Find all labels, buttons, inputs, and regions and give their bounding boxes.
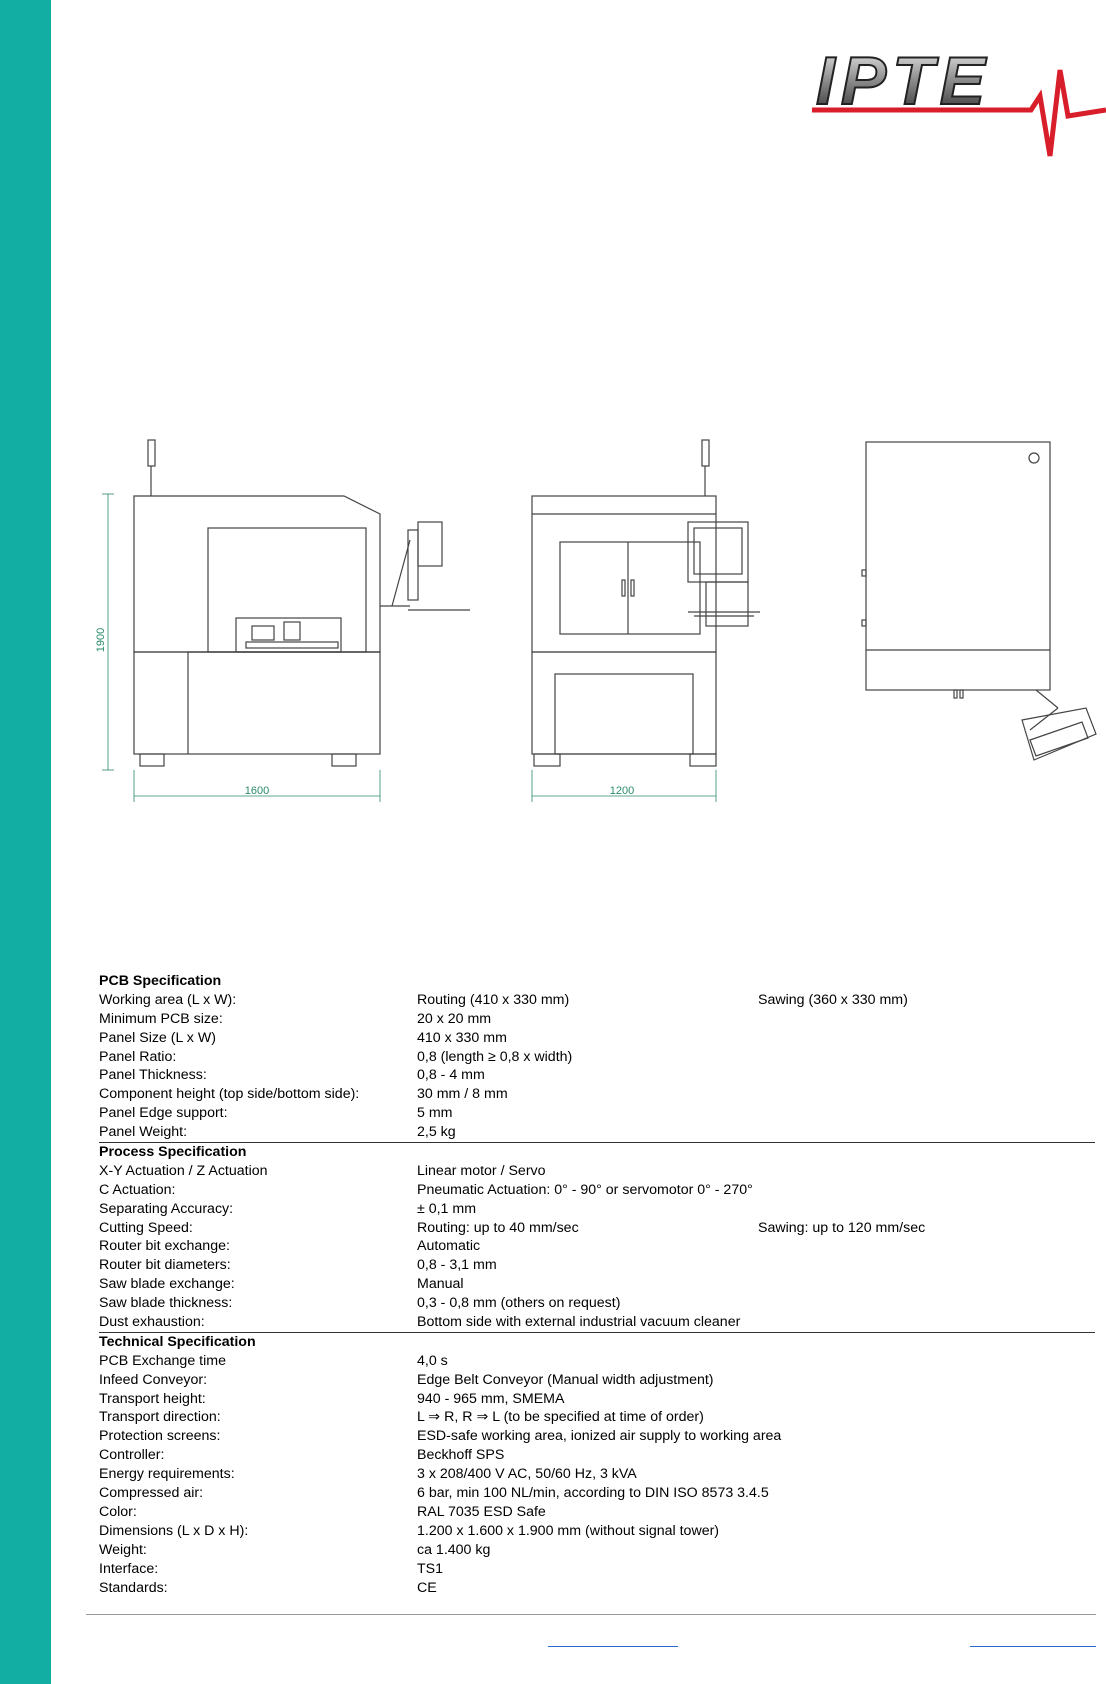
spec-row <box>99 1541 1095 1560</box>
spec-value-secondary: Sawing (360 x 330 mm) <box>758 991 908 1008</box>
spec-value: CE <box>417 1579 437 1596</box>
spec-value: 0,8 - 3,1 mm <box>417 1257 497 1274</box>
spec-row <box>99 1010 1095 1029</box>
spec-value: L ⇒ R, R ⇒ L (to be specified at time of order) <box>417 1409 704 1426</box>
spec-label: Interface: <box>99 1560 159 1577</box>
spec-label: Protection screens: <box>99 1428 221 1445</box>
specification-table <box>99 972 1095 1597</box>
spec-label: X-Y Actuation / Z Actuation <box>99 1162 268 1179</box>
front-view-drawing <box>134 440 470 766</box>
spec-label: C Actuation: <box>99 1181 176 1198</box>
spec-value: Manual <box>417 1276 464 1293</box>
dim-height-label: 1900 <box>95 627 107 653</box>
spec-label: Dimensions (L x D x H): <box>99 1522 249 1539</box>
spec-value: RAL 7035 ESD Safe <box>417 1503 546 1520</box>
spec-row <box>99 1522 1095 1541</box>
spec-row <box>99 1123 1095 1143</box>
spec-row <box>99 1275 1095 1294</box>
spec-label: Router bit diameters: <box>99 1257 231 1274</box>
spec-row <box>99 1371 1095 1390</box>
machine-drawings <box>0 430 1106 810</box>
spec-value: 940 - 965 mm, SMEMA <box>417 1390 565 1407</box>
spec-row <box>99 1219 1095 1238</box>
spec-row <box>99 1390 1095 1409</box>
spec-label: Component height (top side/bottom side): <box>99 1086 360 1103</box>
spec-label: Panel Thickness: <box>99 1067 207 1084</box>
spec-label: Dust exhaustion: <box>99 1314 205 1331</box>
dim-width-side-label: 1200 <box>609 785 635 797</box>
spec-value: 6 bar, min 100 NL/min, according to DIN ISO 8573 3.4.5 <box>417 1485 769 1502</box>
sidebar-accent-bar <box>0 0 51 1684</box>
spec-value: 5 mm <box>417 1105 453 1122</box>
ipte-logo <box>806 48 1106 173</box>
section-heading: Technical Specification <box>99 1333 256 1350</box>
spec-value: 3 x 208/400 V AC, 50/60 Hz, 3 kVA <box>417 1466 637 1483</box>
spec-label: Standards: <box>99 1579 168 1596</box>
spec-row <box>99 1066 1095 1085</box>
spec-label: Saw blade thickness: <box>99 1295 233 1312</box>
spec-row <box>99 1313 1095 1333</box>
spec-label: Router bit exchange: <box>99 1238 230 1255</box>
spec-value: 30 mm / 8 mm <box>417 1086 508 1103</box>
spec-value: Linear motor / Servo <box>417 1162 546 1179</box>
spec-value: 0,3 - 0,8 mm (others on request) <box>417 1295 621 1312</box>
spec-row <box>99 1294 1095 1313</box>
spec-row <box>99 1484 1095 1503</box>
spec-value: 4,0 s <box>417 1352 448 1369</box>
spec-value: ca 1.400 kg <box>417 1541 491 1558</box>
spec-label: Panel Edge support: <box>99 1105 228 1122</box>
svg-text:IPTE: IPTE <box>816 48 992 119</box>
spec-value: Routing (410 x 330 mm) <box>417 991 570 1008</box>
spec-row <box>99 1181 1095 1200</box>
spec-value: Bottom side with external industrial vacuum cleaner <box>417 1314 741 1331</box>
spec-value: ± 0,1 mm <box>417 1200 477 1217</box>
spec-row <box>99 1408 1095 1427</box>
spec-label: Transport height: <box>99 1390 206 1407</box>
spec-value: Pneumatic Actuation: 0° - 90° or servomotor 0° - 270° <box>417 1181 753 1198</box>
spec-row <box>99 1560 1095 1579</box>
spec-row <box>99 1579 1095 1598</box>
spec-label: Panel Ratio: <box>99 1048 177 1065</box>
spec-row <box>99 1200 1095 1219</box>
spec-value: 0,8 (length ≥ 0,8 x width) <box>417 1048 573 1065</box>
spec-value: Edge Belt Conveyor (Manual width adjustment) <box>417 1371 714 1388</box>
side-view-drawing <box>532 440 760 766</box>
spec-row <box>99 1446 1095 1465</box>
spec-row <box>99 1237 1095 1256</box>
spec-label: Weight: <box>99 1541 147 1558</box>
spec-value: Routing: up to 40 mm/sec <box>417 1219 579 1236</box>
spec-label: Energy requirements: <box>99 1466 235 1483</box>
spec-label: PCB Exchange time <box>99 1352 226 1369</box>
spec-row <box>99 1048 1095 1067</box>
spec-row <box>99 1085 1095 1104</box>
spec-value: 20 x 20 mm <box>417 1010 492 1027</box>
spec-value: Beckhoff SPS <box>417 1447 505 1464</box>
spec-row <box>99 1503 1095 1522</box>
spec-value: 410 x 330 mm <box>417 1029 507 1046</box>
spec-row <box>99 991 1095 1010</box>
footer-link-2[interactable] <box>970 1646 1096 1647</box>
spec-value: 0,8 - 4 mm <box>417 1067 485 1084</box>
top-view-drawing <box>862 442 1096 760</box>
spec-value: ESD-safe working area, ionized air supply to working area <box>417 1428 782 1445</box>
footer-divider <box>86 1614 1096 1615</box>
spec-label: Minimum PCB size: <box>99 1010 223 1027</box>
spec-row <box>99 1465 1095 1484</box>
spec-label: Color: <box>99 1503 137 1520</box>
spec-value: Automatic <box>417 1238 481 1255</box>
spec-label: Infeed Conveyor: <box>99 1371 208 1388</box>
spec-row <box>99 1104 1095 1123</box>
spec-label: Panel Size (L x W) <box>99 1029 216 1046</box>
spec-label: Separating Accuracy: <box>99 1200 234 1217</box>
spec-value: TS1 <box>417 1560 444 1577</box>
spec-row <box>99 1029 1095 1048</box>
spec-label: Cutting Speed: <box>99 1219 193 1236</box>
spec-label: Working area (L x W): <box>99 991 237 1008</box>
spec-label: Panel Weight: <box>99 1124 188 1141</box>
spec-row <box>99 1162 1095 1181</box>
spec-label: Controller: <box>99 1447 165 1464</box>
spec-value: 1.200 x 1.600 x 1.900 mm (without signal tower) <box>417 1522 720 1539</box>
section-heading: PCB Specification <box>99 973 222 989</box>
spec-label: Transport direction: <box>99 1409 221 1426</box>
footer-link-1[interactable] <box>548 1646 678 1647</box>
spec-row <box>99 1352 1095 1371</box>
spec-value: 2,5 kg <box>417 1124 456 1141</box>
dim-width-front-label: 1600 <box>244 785 270 797</box>
spec-label: Saw blade exchange: <box>99 1276 235 1293</box>
spec-row <box>99 1427 1095 1446</box>
spec-row <box>99 1256 1095 1275</box>
spec-value-secondary: Sawing: up to 120 mm/sec <box>758 1219 926 1236</box>
section-heading: Process Specification <box>99 1144 247 1161</box>
spec-label: Compressed air: <box>99 1485 204 1502</box>
